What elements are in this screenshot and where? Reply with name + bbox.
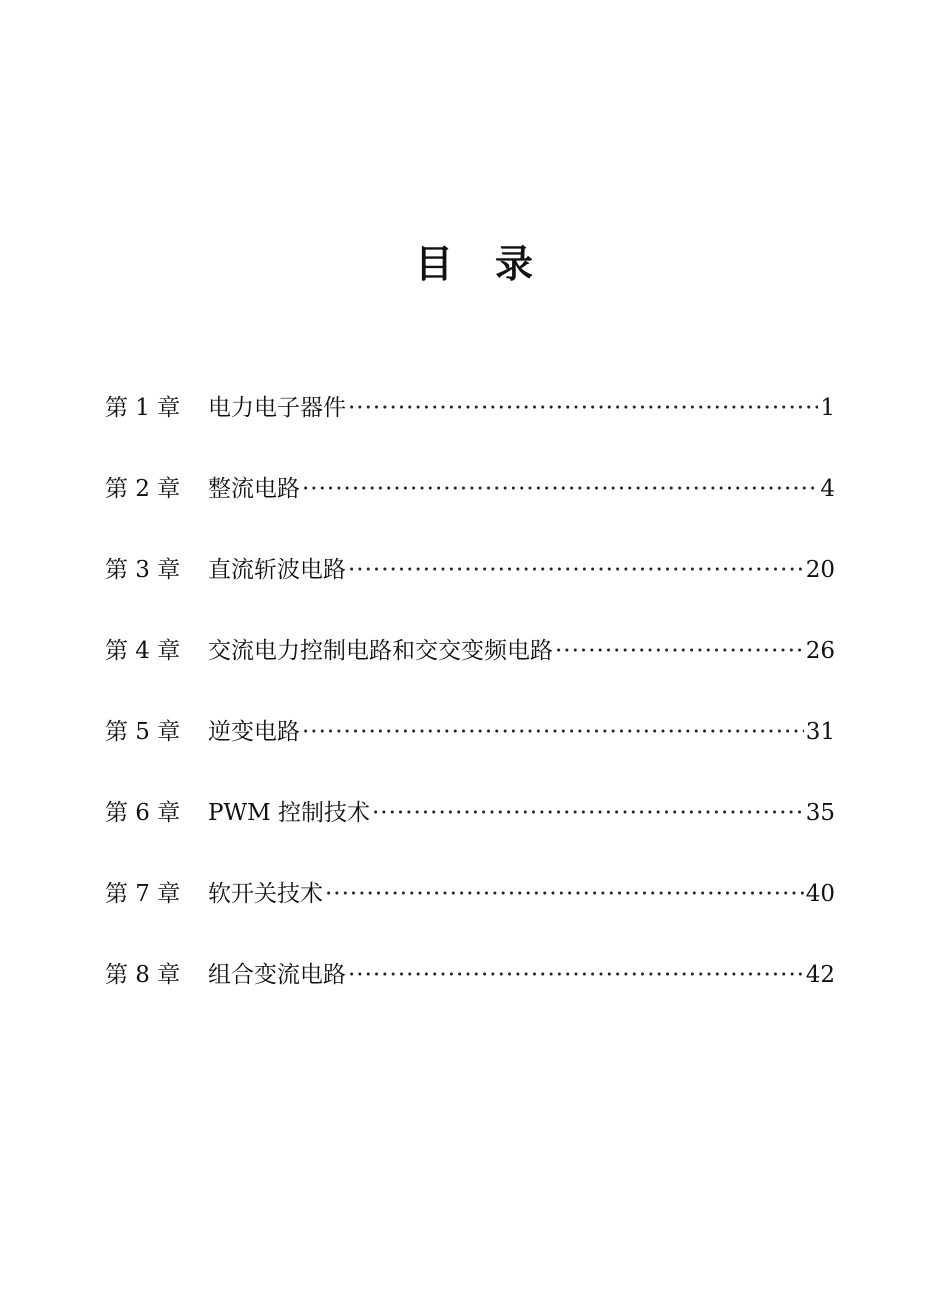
toc-chapter-number: 第 8 章 — [105, 962, 181, 988]
toc-dot-leader — [348, 955, 804, 995]
page-title: 目 录 — [414, 241, 535, 286]
toc-dot-leader — [348, 550, 804, 590]
toc-dot-leader — [555, 631, 804, 671]
toc-chapter-title: 电力电子器件 — [208, 395, 346, 421]
toc-page-number: 26 — [805, 638, 835, 664]
toc-page-number: 40 — [805, 881, 835, 907]
toc-chapter-number: 第 7 章 — [105, 881, 181, 907]
toc-page-number: 42 — [805, 962, 835, 988]
toc-chapter-title: 整流电路 — [208, 476, 300, 502]
toc-entry-6[interactable] — [105, 793, 835, 874]
toc-chapter-title: 软开关技术 — [208, 881, 323, 907]
toc-chapter-title: PWM 控制技术 — [208, 800, 370, 826]
toc-chapter-number: 第 5 章 — [105, 719, 181, 745]
toc-chapter-number: 第 4 章 — [105, 638, 181, 664]
toc-chapter-title: 交流电力控制电路和交交变频电路 — [208, 638, 553, 664]
toc-dot-leader — [302, 469, 818, 509]
toc-chapter-number: 第 6 章 — [105, 800, 181, 826]
toc-dot-leader — [302, 712, 804, 752]
toc-entry-4[interactable] — [105, 631, 835, 712]
toc-chapter-title: 逆变电路 — [208, 719, 300, 745]
toc-entry-7[interactable] — [105, 874, 835, 955]
toc-chapter-number: 第 1 章 — [105, 395, 181, 421]
toc-page-number: 20 — [805, 557, 835, 583]
toc-chapter-title: 组合变流电路 — [208, 962, 346, 988]
toc-entry-1[interactable] — [105, 388, 835, 469]
toc-chapter-title: 直流斩波电路 — [208, 557, 346, 583]
toc-chapter-number: 第 3 章 — [105, 557, 181, 583]
toc-page-number: 31 — [805, 719, 835, 745]
toc-dot-leader — [372, 793, 804, 833]
toc-entry-5[interactable] — [105, 712, 835, 793]
toc-entry-8[interactable] — [105, 955, 835, 1036]
toc-page-number: 4 — [820, 476, 835, 502]
toc-page-number: 35 — [805, 800, 835, 826]
toc-entry-2[interactable] — [105, 469, 835, 550]
toc-entry-3[interactable] — [105, 550, 835, 631]
toc-dot-leader — [348, 388, 818, 428]
toc-dot-leader — [325, 874, 804, 914]
toc-chapter-number: 第 2 章 — [105, 476, 181, 502]
toc-page-number: 1 — [820, 395, 835, 421]
table-of-contents — [105, 388, 835, 1036]
